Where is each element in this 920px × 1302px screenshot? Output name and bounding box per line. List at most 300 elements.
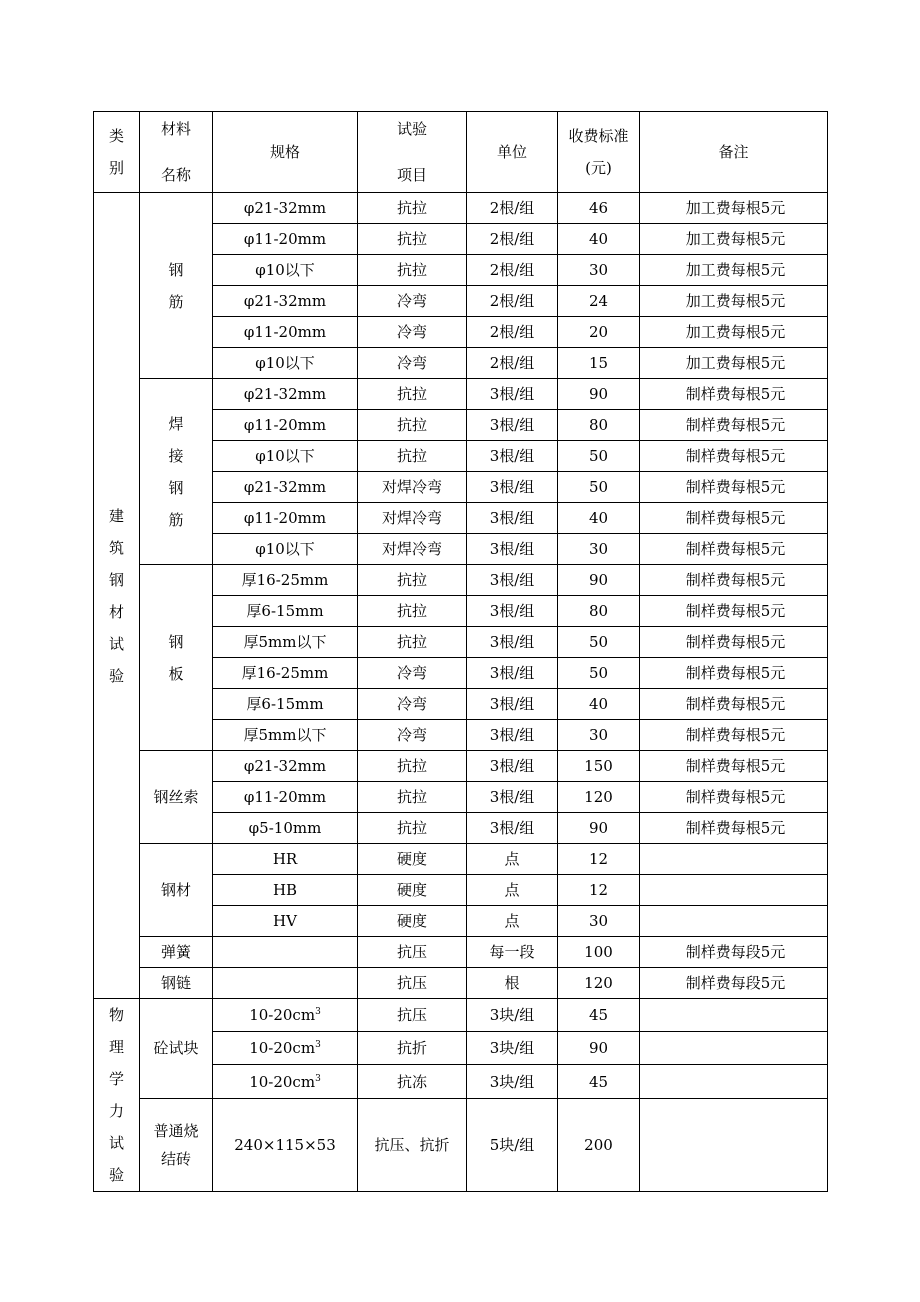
- note-cell-text: 制样费每根5元: [685, 633, 786, 651]
- spec-cell-text: φ21-32mm: [243, 385, 327, 403]
- spec-cell-text: φ11-20mm: [243, 230, 327, 248]
- header-test: [358, 112, 467, 193]
- unit-cell: [467, 906, 558, 937]
- fee-cell: [558, 999, 640, 1032]
- test-item-cell-text: 抗压: [396, 943, 427, 961]
- unit-cell-text: 3块/组: [489, 1072, 535, 1091]
- fee-cell: [558, 379, 640, 410]
- unit-cell: [467, 193, 558, 224]
- spec-cell: [213, 348, 358, 379]
- unit-cell: [467, 813, 558, 844]
- table-body: [94, 112, 828, 1192]
- test-item-cell-text: 冷弯: [396, 664, 427, 682]
- test-item-cell: [358, 534, 467, 565]
- spec-cell-text: HV: [273, 912, 297, 930]
- test-item-cell-text: 抗拉: [396, 633, 427, 651]
- unit-cell-text: 3块/组: [489, 1039, 535, 1058]
- test-item-cell: [358, 193, 467, 224]
- test-item-cell-text: 抗拉: [396, 416, 427, 434]
- header-material-line: 名称: [160, 166, 191, 184]
- fee-cell-text: 40: [588, 230, 609, 248]
- unit-cell: [467, 534, 558, 565]
- fee-cell-text: 20: [588, 323, 609, 341]
- note-cell: [640, 503, 828, 534]
- unit-cell-text: 点: [504, 850, 520, 868]
- material-rebar: [140, 193, 213, 379]
- unit-cell: [467, 224, 558, 255]
- header-category-line: 类: [108, 127, 124, 145]
- fee-cell: [558, 441, 640, 472]
- fee-cell: [558, 596, 640, 627]
- unit-cell: [467, 441, 558, 472]
- material-steel: 钢材: [140, 844, 213, 937]
- note-cell-text: 加工费每根5元: [685, 230, 786, 248]
- unit-cell: [467, 596, 558, 627]
- spec-cell: [213, 472, 358, 503]
- spec-cell-text: 厚6-15mm: [246, 602, 324, 620]
- test-item-cell-text: 抗拉: [396, 788, 427, 806]
- note-cell: [640, 658, 828, 689]
- fee-cell: [558, 193, 640, 224]
- test-item-cell-text: 冷弯: [396, 695, 427, 713]
- spec-cell-text: 厚5mm以下: [243, 726, 327, 744]
- spec-cell: [213, 813, 358, 844]
- header-test-line: 项目: [396, 166, 427, 184]
- unit-cell: [467, 751, 558, 782]
- spec-cell-text: 10-20cm: [249, 1039, 316, 1058]
- test-item-cell-text: 抗拉: [396, 199, 427, 217]
- note-cell-text: 制样费每根5元: [685, 695, 786, 713]
- unit-cell: [467, 1098, 558, 1191]
- fee-cell: [558, 348, 640, 379]
- spec-cell: [213, 906, 358, 937]
- spec-superscript: 3: [315, 1007, 321, 1018]
- note-cell: [640, 534, 828, 565]
- spec-cell-text: φ21-32mm: [243, 757, 327, 775]
- test-item-cell-text: 对焊冷弯: [381, 540, 442, 558]
- unit-cell-text: 3根/组: [489, 447, 535, 465]
- header-material-line: 材料: [160, 120, 191, 138]
- table-row: [94, 379, 828, 410]
- spec-cell-text: 10-20cm: [249, 1072, 316, 1091]
- test-item-cell: [358, 441, 467, 472]
- table-row: [94, 968, 828, 999]
- note-cell: [640, 813, 828, 844]
- note-cell: [640, 596, 828, 627]
- spec-cell-text: φ11-20mm: [243, 416, 327, 434]
- fee-cell-text: 46: [588, 199, 609, 217]
- test-item-cell: [358, 410, 467, 441]
- spec-cell: [213, 1032, 358, 1065]
- spec-cell: [213, 658, 358, 689]
- spec-cell: [213, 255, 358, 286]
- unit-cell-text: 3根/组: [489, 416, 535, 434]
- unit-cell: [467, 627, 558, 658]
- spec-cell: [213, 720, 358, 751]
- spec-cell: [213, 1098, 358, 1191]
- test-item-cell-text: 对焊冷弯: [381, 478, 442, 496]
- spec-cell: [213, 844, 358, 875]
- unit-cell-text: 2根/组: [489, 261, 535, 279]
- test-item-cell-text: 冷弯: [396, 726, 427, 744]
- test-item-cell: [358, 286, 467, 317]
- test-item-cell-text: 抗拉: [396, 261, 427, 279]
- spec-cell-text: 厚16-25mm: [241, 571, 329, 589]
- test-item-cell: [358, 565, 467, 596]
- material-chain: 钢链: [140, 968, 213, 999]
- note-cell: [640, 317, 828, 348]
- category-steel-test: [94, 193, 140, 999]
- spec-cell-text: HR: [272, 850, 298, 868]
- test-item-cell: [358, 782, 467, 813]
- spec-cell: [213, 968, 358, 999]
- fee-cell-text: 80: [588, 416, 609, 434]
- material-brick: [140, 1098, 213, 1191]
- unit-cell-text: 3根/组: [489, 757, 535, 775]
- note-cell: [640, 937, 828, 968]
- test-item-cell: [358, 224, 467, 255]
- unit-cell: [467, 999, 558, 1032]
- fee-standard-table: [93, 111, 828, 1192]
- spec-cell: [213, 875, 358, 906]
- category-physical-test-line: 物: [108, 1006, 124, 1024]
- unit-cell: [467, 565, 558, 596]
- test-item-cell-text: 抗压、抗折: [374, 1135, 450, 1154]
- unit-cell-text: 5块/组: [489, 1135, 535, 1154]
- header-category-line: 别: [108, 159, 124, 177]
- note-cell: [640, 193, 828, 224]
- spec-cell: [213, 627, 358, 658]
- note-cell: [640, 875, 828, 906]
- material-rebar-line: 筋: [168, 292, 184, 311]
- spec-cell: [213, 379, 358, 410]
- unit-cell: [467, 472, 558, 503]
- spec-cell: [213, 751, 358, 782]
- unit-cell: [467, 410, 558, 441]
- fee-cell-text: 120: [584, 974, 613, 992]
- test-item-cell: [358, 472, 467, 503]
- fee-cell: [558, 813, 640, 844]
- spec-cell: [213, 689, 358, 720]
- test-item-cell: [358, 627, 467, 658]
- fee-cell-text: 50: [588, 633, 609, 651]
- unit-cell-text: 3根/组: [489, 788, 535, 806]
- material-brick-line: 结砖: [160, 1149, 191, 1168]
- spec-cell: [213, 317, 358, 348]
- fee-cell-text: 80: [588, 602, 609, 620]
- unit-cell-text: 3根/组: [489, 664, 535, 682]
- note-cell-text: 制样费每根5元: [685, 416, 786, 434]
- header-test-line: 试验: [396, 120, 427, 138]
- unit-cell-text: 2根/组: [489, 292, 535, 310]
- material-welded-rebar-line: 钢: [168, 478, 184, 497]
- fee-cell-text: 12: [588, 850, 609, 868]
- fee-cell: [558, 782, 640, 813]
- note-cell-text: 制样费每根5元: [685, 788, 786, 806]
- unit-cell: [467, 379, 558, 410]
- test-item-cell-text: 对焊冷弯: [381, 509, 442, 527]
- category-steel-test-line: 筑: [108, 538, 124, 557]
- spec-cell-text: 240×115×53: [234, 1135, 336, 1154]
- unit-cell-text: 点: [504, 912, 520, 930]
- test-item-cell-text: 抗折: [396, 1039, 427, 1058]
- category-steel-test-line: 建: [108, 506, 124, 525]
- unit-cell: [467, 937, 558, 968]
- spec-cell-text: φ10以下: [255, 540, 315, 558]
- material-plate-line: 钢: [168, 632, 184, 651]
- note-cell-text: 加工费每根5元: [685, 199, 786, 217]
- unit-cell-text: 3根/组: [489, 819, 535, 837]
- fee-cell-text: 30: [588, 726, 609, 744]
- category-physical-test-line: 学: [108, 1070, 124, 1088]
- note-cell: [640, 255, 828, 286]
- note-cell: [640, 999, 828, 1032]
- unit-cell-text: 2根/组: [489, 199, 535, 217]
- test-item-cell: [358, 255, 467, 286]
- category-physical-test-line: 验: [108, 1166, 124, 1184]
- header-fee: [558, 112, 640, 193]
- fee-cell: [558, 1065, 640, 1098]
- test-item-cell-text: 抗拉: [396, 819, 427, 837]
- fee-cell: [558, 565, 640, 596]
- spec-cell: [213, 937, 358, 968]
- unit-cell-text: 3根/组: [489, 385, 535, 403]
- fee-cell: [558, 534, 640, 565]
- unit-cell: [467, 317, 558, 348]
- table-row: [94, 565, 828, 596]
- test-item-cell: [358, 348, 467, 379]
- spec-cell: [213, 534, 358, 565]
- material-plate: [140, 565, 213, 751]
- note-cell: [640, 379, 828, 410]
- category-physical-test-line: 试: [108, 1134, 124, 1152]
- note-cell: [640, 627, 828, 658]
- test-item-cell: [358, 317, 467, 348]
- note-cell: [640, 1032, 828, 1065]
- note-cell: [640, 1065, 828, 1098]
- material-welded-rebar-line: 焊: [168, 414, 184, 433]
- spec-cell: [213, 565, 358, 596]
- header-category: [94, 112, 140, 193]
- spec-superscript: 3: [315, 1040, 321, 1051]
- test-item-cell-text: 抗拉: [396, 447, 427, 465]
- note-cell: [640, 751, 828, 782]
- fee-cell: [558, 627, 640, 658]
- unit-cell: [467, 968, 558, 999]
- note-cell: [640, 720, 828, 751]
- test-item-cell: [358, 906, 467, 937]
- unit-cell: [467, 689, 558, 720]
- note-cell-text: 加工费每根5元: [685, 354, 786, 372]
- fee-cell: [558, 906, 640, 937]
- spec-cell-text: HB: [272, 881, 298, 899]
- spec-cell-text: 厚5mm以下: [243, 633, 327, 651]
- fee-cell-text: 200: [584, 1135, 613, 1154]
- test-item-cell-text: 硬度: [396, 881, 427, 899]
- note-cell: [640, 472, 828, 503]
- header-fee-line: 收费标准: [568, 127, 629, 145]
- table-row: [94, 999, 828, 1032]
- spec-cell-text: 厚6-15mm: [246, 695, 324, 713]
- spec-superscript: 3: [315, 1073, 321, 1084]
- note-cell: [640, 286, 828, 317]
- unit-cell-text: 3根/组: [489, 540, 535, 558]
- test-item-cell-text: 抗拉: [396, 757, 427, 775]
- spec-cell: [213, 999, 358, 1032]
- test-item-cell-text: 抗冻: [396, 1072, 427, 1091]
- test-item-cell: [358, 1032, 467, 1065]
- category-steel-test-line: 钢: [108, 570, 124, 589]
- spec-cell: [213, 782, 358, 813]
- test-item-cell-text: 抗拉: [396, 602, 427, 620]
- material-welded-rebar-line: 接: [168, 446, 184, 465]
- test-item-cell: [358, 751, 467, 782]
- fee-cell: [558, 410, 640, 441]
- test-item-cell-text: 抗拉: [396, 385, 427, 403]
- spec-cell: [213, 441, 358, 472]
- material-rebar-line: 钢: [168, 260, 184, 279]
- spec-cell-text: φ11-20mm: [243, 323, 327, 341]
- test-item-cell: [358, 1098, 467, 1191]
- fee-cell-text: 45: [588, 1072, 609, 1091]
- spec-cell: [213, 224, 358, 255]
- test-item-cell-text: 抗拉: [396, 230, 427, 248]
- unit-cell: [467, 720, 558, 751]
- unit-cell: [467, 348, 558, 379]
- unit-cell-text: 根: [504, 974, 520, 992]
- note-cell: [640, 782, 828, 813]
- note-cell-text: 制样费每根5元: [685, 726, 786, 744]
- note-cell-text: 制样费每根5元: [685, 757, 786, 775]
- note-cell: [640, 968, 828, 999]
- fee-cell-text: 50: [588, 664, 609, 682]
- note-cell-text: 制样费每根5元: [685, 509, 786, 527]
- note-cell-text: 制样费每根5元: [685, 385, 786, 403]
- spec-cell-text: φ5-10mm: [248, 819, 322, 837]
- test-item-cell: [358, 720, 467, 751]
- header-row: [94, 112, 828, 193]
- fee-cell: [558, 658, 640, 689]
- unit-cell: [467, 1065, 558, 1098]
- material-brick-line: 普通烧: [153, 1121, 199, 1140]
- note-cell: [640, 224, 828, 255]
- note-cell: [640, 844, 828, 875]
- material-welded-rebar-line: 筋: [168, 510, 184, 529]
- fee-cell-text: 120: [584, 788, 613, 806]
- fee-cell: [558, 472, 640, 503]
- note-cell-text: 制样费每根5元: [685, 664, 786, 682]
- note-cell: [640, 689, 828, 720]
- fee-cell-text: 90: [588, 1039, 609, 1058]
- unit-cell: [467, 286, 558, 317]
- spec-cell-text: φ21-32mm: [243, 199, 327, 217]
- spec-cell-text: φ10以下: [255, 261, 315, 279]
- spec-cell-text: 厚16-25mm: [241, 664, 329, 682]
- spec-cell: [213, 410, 358, 441]
- fee-cell-text: 12: [588, 881, 609, 899]
- unit-cell: [467, 875, 558, 906]
- test-item-cell: [358, 844, 467, 875]
- category-physical-test-line: 理: [108, 1038, 124, 1056]
- material-concrete-block: 砼试块: [140, 999, 213, 1099]
- unit-cell-text: 点: [504, 881, 520, 899]
- test-item-cell-text: 抗拉: [396, 571, 427, 589]
- spec-cell-text: φ10以下: [255, 354, 315, 372]
- table-row: [94, 193, 828, 224]
- test-item-cell: [358, 658, 467, 689]
- unit-cell-text: 3根/组: [489, 478, 535, 496]
- test-item-cell: [358, 689, 467, 720]
- unit-cell: [467, 503, 558, 534]
- test-item-cell-text: 冷弯: [396, 292, 427, 310]
- fee-cell-text: 50: [588, 447, 609, 465]
- fee-cell: [558, 1098, 640, 1191]
- note-cell-text: 制样费每段5元: [685, 974, 786, 992]
- note-cell-text: 加工费每根5元: [685, 292, 786, 310]
- header-spec: 规格: [213, 112, 358, 193]
- test-item-cell: [358, 813, 467, 844]
- table-row: [94, 937, 828, 968]
- spec-cell: [213, 1065, 358, 1098]
- test-item-cell-text: 硬度: [396, 850, 427, 868]
- test-item-cell-text: 冷弯: [396, 323, 427, 341]
- fee-cell: [558, 844, 640, 875]
- fee-cell: [558, 937, 640, 968]
- category-physical-test-line: 力: [108, 1102, 124, 1120]
- fee-cell: [558, 1032, 640, 1065]
- header-material: [140, 112, 213, 193]
- fee-cell: [558, 689, 640, 720]
- unit-cell-text: 2根/组: [489, 323, 535, 341]
- note-cell-text: 制样费每根5元: [685, 571, 786, 589]
- fee-cell: [558, 317, 640, 348]
- fee-cell-text: 90: [588, 385, 609, 403]
- fee-cell-text: 50: [588, 478, 609, 496]
- note-cell: [640, 441, 828, 472]
- fee-cell-text: 15: [588, 354, 609, 372]
- spec-cell: [213, 286, 358, 317]
- fee-cell: [558, 224, 640, 255]
- test-item-cell: [358, 596, 467, 627]
- spec-cell: [213, 596, 358, 627]
- spec-cell-text: 10-20cm: [249, 1006, 316, 1025]
- material-plate-line: 板: [168, 664, 184, 683]
- test-item-cell: [358, 968, 467, 999]
- spec-cell: [213, 503, 358, 534]
- fee-cell: [558, 968, 640, 999]
- spec-cell-text: φ10以下: [255, 447, 315, 465]
- fee-cell: [558, 503, 640, 534]
- fee-cell-text: 45: [588, 1006, 609, 1025]
- spec-cell: [213, 193, 358, 224]
- fee-cell: [558, 751, 640, 782]
- fee-cell-text: 90: [588, 819, 609, 837]
- note-cell-text: 制样费每根5元: [685, 602, 786, 620]
- note-cell: [640, 410, 828, 441]
- note-cell: [640, 1098, 828, 1191]
- note-cell: [640, 348, 828, 379]
- fee-cell-text: 90: [588, 571, 609, 589]
- header-fee-line: (元): [585, 159, 612, 177]
- table-row: [94, 844, 828, 875]
- table-row: [94, 751, 828, 782]
- test-item-cell-text: 硬度: [396, 912, 427, 930]
- fee-cell: [558, 720, 640, 751]
- material-welded-rebar: [140, 379, 213, 565]
- spec-cell-text: φ11-20mm: [243, 788, 327, 806]
- unit-cell-text: 3块/组: [489, 1006, 535, 1025]
- material-wire-rope: 钢丝索: [140, 751, 213, 844]
